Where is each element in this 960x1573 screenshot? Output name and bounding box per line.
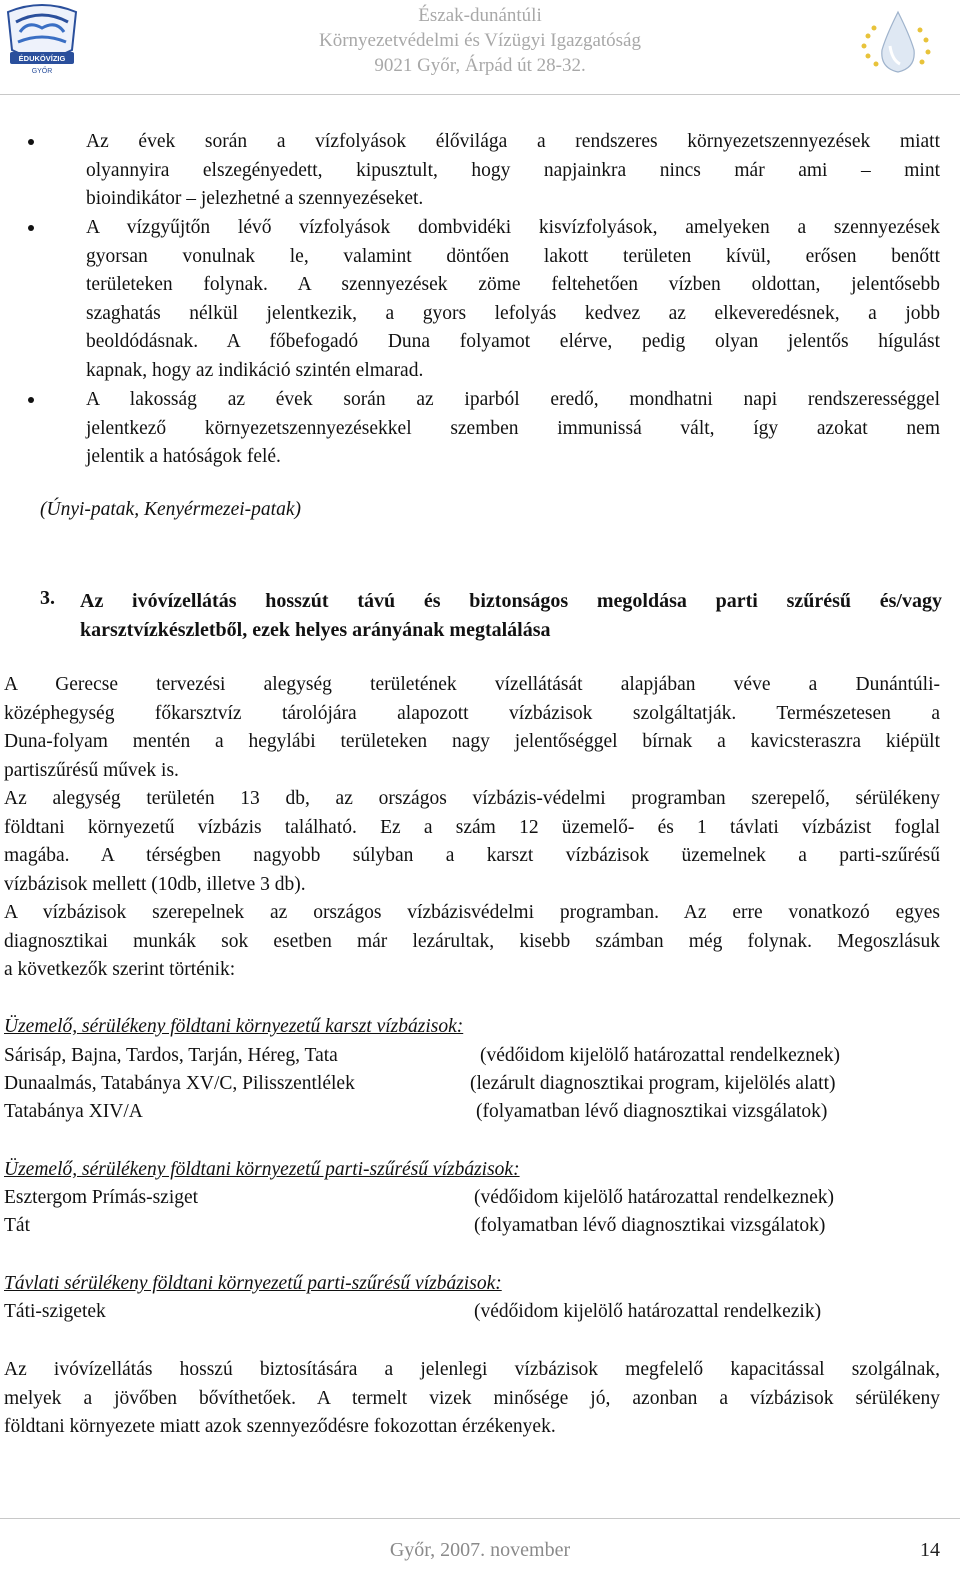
paragraph-line: magába. A térségben nagyobb súlyban a karszt vízbázisok üzemelnek a parti-szűrésű — [4, 845, 940, 866]
waterbase-status: (védőidom kijelölő határozattal rendelkezik) — [474, 1301, 822, 1322]
bullet-line: A vízgyűjtőn lévő vízfolyások dombvidéki kisvízfolyások, amelyeken a szennyezések — [86, 217, 940, 238]
header-organization — [150, 3, 810, 78]
bullet-dot-icon — [28, 225, 34, 231]
example-note: (Únyi-patak, Kenyérmezei-patak) — [40, 499, 301, 520]
header-line-3: 9021 Győr, Árpád út 28-32. — [374, 55, 586, 76]
waterbase-name: Dunaalmás, Tatabánya XV/C, Pilisszentlélek — [4, 1073, 355, 1094]
paragraph-line: vízbázisok mellett (10db, illetve 3 db). — [4, 873, 306, 895]
edukovizig-logo — [2, 2, 82, 76]
bullet-line: jelentik a hatóságok felé. — [86, 446, 281, 467]
footer-rule — [0, 1518, 960, 1519]
bullet-item — [4, 214, 940, 385]
paragraph-line: A vízbázisok szerepelnek az országos vízbázisvédelmi programban. Az erre vonatkozó egyes — [4, 902, 940, 923]
paragraph-line: A Gerecse tervezési alegység területének vízellátását alapjában véve a Dunántúli- — [4, 674, 940, 695]
bullet-line: bioindikátor – jelezhetné a szennyezéseket. — [86, 188, 424, 209]
bullet-line: olyannyira elszegényedett, kipusztult, hogy napjainkra nincs már ami – mint — [86, 159, 940, 181]
paragraph-line: középhegység főkarsztvíz tárolójára alapozott vízbázisok szolgáltatják. Természetesen a — [4, 702, 940, 724]
section-number: 3. — [40, 587, 55, 609]
paragraph-line: Duna-folyam mentén a hegylábi területeken nagy jelentőséggel bírnak a kavicsteraszra kiépült — [4, 731, 940, 752]
bullet-item — [4, 386, 940, 472]
bullet-line: területeken folynak. A szennyezések zöme feltehetően vízben oldottan, jelentősebb — [86, 274, 940, 295]
section-title-line: Az ivóvízellátás hosszút távú és biztonságos megoldása parti szűrésű és/vagy — [80, 590, 942, 612]
waterbase-status: (védőidom kijelölő határozattal rendelkeznek) — [474, 1187, 835, 1208]
paragraph-line: partiszűrésű művek is. — [4, 759, 179, 781]
waterbase-name: Sárisáp, Bajna, Tardos, Tarján, Héreg, Tata — [4, 1045, 338, 1066]
bullet-line: A lakosság az évek során az iparból eredő, mondhatni napi rendszerességgel — [86, 389, 940, 410]
page-number: 14 — [920, 1539, 940, 1561]
eu-water-drop-icon — [850, 6, 938, 82]
paragraph-line: Az ivóvízellátás hosszú biztosítására a jelenlegi vízbázisok megfelelő kapacitással szolgálnak, — [4, 1359, 940, 1380]
paragraph-line: Az alegység területén 13 db, az országos vízbázis-védelmi programban szerepelő, sérülékeny — [4, 788, 940, 809]
bullet-line: Az évek során a vízfolyások élővilága a rendszeres környezetszennyezések miatt — [86, 131, 940, 152]
paragraph-line: diagnosztikai munkák sok esetben már lezárultak, kisebb számban még folynak. Megoszlásuk — [4, 930, 940, 952]
bullet-line: kapnak, hogy az indikáció szintén elmarad. — [86, 359, 424, 381]
footer-place-date: Győr, 2007. november — [389, 1539, 571, 1561]
section-title-line: karsztvízkészletből, ezek helyes arányának megtalálása — [80, 619, 551, 641]
group-heading: Távlati sérülékeny földtani környezetű parti-szűrésű vízbázisok: — [4, 1273, 502, 1294]
group-heading: Üzemelő, sérülékeny földtani környezetű parti-szűrésű vízbázisok: — [4, 1159, 520, 1180]
waterbase-name: Tát — [4, 1215, 30, 1236]
waterbase-status: (folyamatban lévő diagnosztikai vizsgálatok) — [476, 1101, 828, 1122]
bullet-line: gyorsan vonulnak le, valamint döntően lakott területen kívül, erősen benőtt — [86, 245, 940, 267]
waterbase-status: (lezárult diagnosztikai program, kijelölés alatt) — [470, 1073, 836, 1094]
waterbase-status: (védőidom kijelölő határozattal rendelkeznek) — [480, 1045, 841, 1066]
header-line-2: Környezetvédelmi és Vízügyi Igazgatóság — [318, 30, 641, 51]
group-heading: Üzemelő, sérülékeny földtani környezetű karszt vízbázisok: — [4, 1016, 464, 1037]
paragraph — [4, 671, 940, 785]
waterbase-name: Tatabánya XIV/A — [4, 1101, 143, 1122]
waterbase-name: Táti-szigetek — [4, 1301, 106, 1322]
bullet-line: jelentkező környezetszennyezésekkel szemben immunissá vált, így azokat nem — [86, 417, 940, 439]
paragraph — [4, 785, 940, 899]
waterbase-name: Esztergom Prímás-sziget — [4, 1187, 199, 1208]
section-title — [80, 587, 942, 645]
header-rule — [0, 94, 960, 95]
bullet-item — [4, 128, 940, 214]
bullet-dot-icon — [28, 139, 34, 145]
logo-left-label: ÉDUKÖVÍZIG — [18, 54, 66, 63]
closing-paragraph — [4, 1356, 940, 1442]
bullet-line: szaghatás nélkül jelentkezik, a gyors lefolyás kedvez az elkeveredésnek, a jobb — [86, 302, 940, 324]
waterbase-status: (folyamatban lévő diagnosztikai vizsgálatok) — [474, 1215, 826, 1236]
paragraph-line: földtani környezetű vízbázis található. Ez a szám 12 üzemelő- és 1 távlati vízbázist foglal — [4, 816, 940, 838]
logo-left-sub: GYŐR — [31, 68, 53, 75]
paragraph-line: melyek a jövőben bővíthetőek. A termelt vizek minősége jó, azonban a vízbázisok sérülékeny — [4, 1387, 940, 1409]
paragraph-line: földtani környezete miatt azok szennyeződésre fokozottan érzékenyek. — [4, 1416, 556, 1437]
bullet-line: beoldódásnak. A főbefogadó Duna folyamot elérve, pedig olyan jelentős hígulást — [86, 331, 940, 352]
header-line-1: Észak-dunántúli — [418, 5, 542, 26]
bullet-dot-icon — [28, 397, 34, 403]
paragraph-line: a következők szerint történik: — [4, 959, 236, 980]
paragraph — [4, 899, 940, 985]
